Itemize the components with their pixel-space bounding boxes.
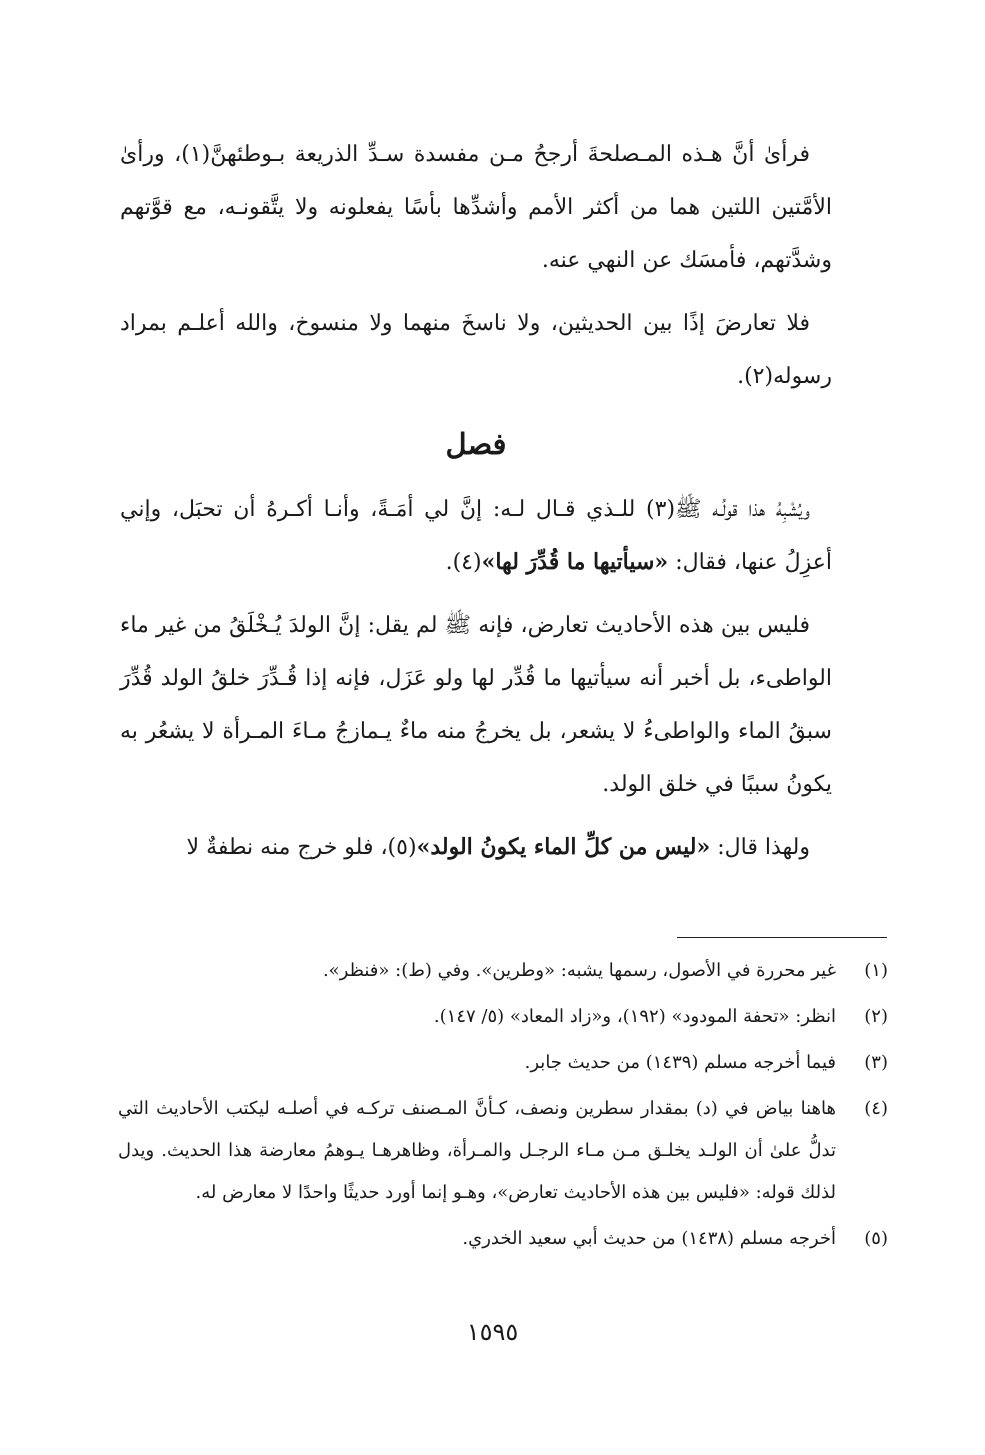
footnote-number: (٢) bbox=[864, 1006, 888, 1027]
footnotes bbox=[118, 950, 888, 1264]
footnote-text: انظر: «تحفة المودود» (١٩٢)، و«زاد المعاد» (٥/ ١٤٧). bbox=[433, 1006, 836, 1027]
paragraph-3: ويُشْبِهُ هذا قولُـه ﷺ(٣) للـذي قـال لـه: إنَّ لي أمَـةً، وأنـا أكـرهُ أن تحبَل، وإني أعزِلُ عنها، فقال: «سيأتيها ما قُدِّرَ لها»(٤). bbox=[120, 497, 832, 575]
footnote-separator bbox=[677, 937, 887, 938]
paragraph-4: فليس بين هذه الأحاديث تعارض، فإنه ﷺ لم يقل: إنَّ الولدَ يُـخْلَقُ من غير ماء الواطىء، بل أخبر أنه سيأتيها ما قُدِّر لها ولو عَزَل، فإنه إذا قُـدِّرَ خلقُ الولد قُدِّرَ سبقُ الماء والواطىءُ لا يشعر، بل يخرجُ منه ماءٌ يـمازجُ مـاءَ المـرأة لا يشعُر به يكونُ سببًا في خلق الولد. bbox=[120, 613, 832, 797]
footnote-text: هاهنا بياض في (د) بمقدار سطرين ونصف، كـأنَّ المـصنف تركـه في أصلـه ليكتب الأحاديث التي تدلُّ علىٰ أن الولـد يخلـق مـن مـاء الرجـل والمـرأة، وظاهرهـا يـوهمُ معارضة هذا الحديث. ويدل لذلك قوله: «فليس بين هذه الأحاديث تعارض»، وهـو إنما أورد حديثًا واحدًا لا معارض له. bbox=[118, 1098, 836, 1203]
footnote-number: (٣) bbox=[864, 1052, 888, 1073]
footnote-1 bbox=[118, 950, 888, 992]
footnote-number: (٤) bbox=[864, 1098, 888, 1119]
footnote-text: فيما أخرجه مسلم (١٤٣٩) من حديث جابر. bbox=[524, 1052, 836, 1073]
footnote-3 bbox=[118, 1042, 888, 1084]
hadith-quote-1: «سيأتيها ما قُدِّرَ لها» bbox=[481, 549, 669, 575]
footnote-number: (٥) bbox=[864, 1228, 888, 1249]
footnote-5 bbox=[118, 1218, 888, 1260]
hadith-quote-2: «ليس من كلِّ الماء يكونُ الولد» bbox=[416, 834, 711, 860]
paragraph-5: ولهذا قال: «ليس من كلِّ الماء يكونُ الولد»(٥)، فلو خرج منه نطفةٌ لا bbox=[186, 834, 810, 860]
paragraph-1: فرأىٰ أنَّ هـذه المـصلحةَ أرجحُ مـن مفسدة سـدِّ الذريعة بـوطئهنَّ(١)، ورأىٰ الأمَّتين اللتين هما من أكثر الأمم وأشدِّها بأسًا يفعلونه ولا يتَّقونـه، مع قوَّتهم وشدَّتهم، فأمسَك عن النهي عنه. bbox=[120, 142, 832, 273]
footnote-number: (١) bbox=[864, 960, 888, 981]
footnote-text: غير محررة في الأصول، رسمها يشبه: «وطرين». وفي (ط): «فنظر». bbox=[322, 960, 836, 981]
paragraph-2: فلا تعارضَ إذًا بين الحديثين، ولا ناسخَ منهما ولا منسوخ، والله أعلـم بمراد رسوله(٢). bbox=[120, 311, 832, 389]
footnote-4 bbox=[118, 1088, 888, 1214]
footnote-2 bbox=[118, 996, 888, 1038]
footnote-text: أخرجه مسلم (١٤٣٨) من حديث أبي سعيد الخدري. bbox=[462, 1228, 836, 1249]
section-heading: فصل bbox=[445, 427, 507, 461]
page-number: ١٥٩٥ bbox=[466, 1318, 519, 1346]
main-text bbox=[120, 128, 832, 884]
